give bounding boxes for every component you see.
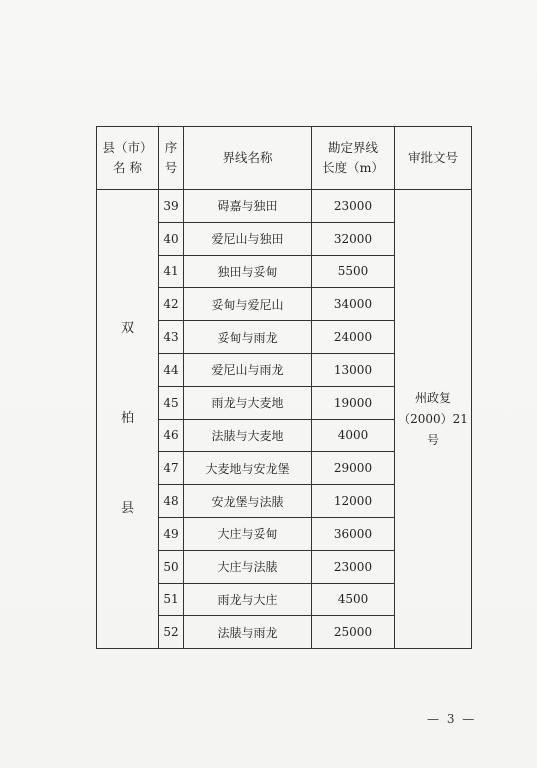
line-name-cell: 安龙堡与法脿 xyxy=(184,485,312,518)
header-length: 勘定界线 长度（m） xyxy=(312,127,395,190)
seq-cell: 50 xyxy=(159,550,184,583)
line-name-cell: 独田与妥甸 xyxy=(184,255,312,288)
seq-cell: 48 xyxy=(159,485,184,518)
length-cell: 23000 xyxy=(312,190,395,223)
county-name-char: 柏 xyxy=(120,411,134,427)
seq-cell: 47 xyxy=(159,452,184,485)
length-cell: 36000 xyxy=(312,517,395,550)
line-name-cell: 大麦地与安龙堡 xyxy=(184,452,312,485)
length-cell: 32000 xyxy=(312,222,395,255)
line-name-cell: 法脿与大麦地 xyxy=(184,419,312,452)
header-line-name: 界线名称 xyxy=(184,127,312,190)
seq-cell: 39 xyxy=(159,190,184,223)
approval-number-line: 州政复 xyxy=(414,390,451,405)
length-cell: 12000 xyxy=(312,485,395,518)
length-cell: 13000 xyxy=(312,353,395,386)
length-cell: 24000 xyxy=(312,321,395,354)
county-name-cell xyxy=(97,190,159,649)
seq-cell: 40 xyxy=(159,222,184,255)
county-name-char: 县 xyxy=(120,501,134,517)
seq-cell: 51 xyxy=(159,583,184,616)
length-cell: 5500 xyxy=(312,255,395,288)
line-name-cell: 雨龙与大麦地 xyxy=(184,386,312,419)
boundary-table xyxy=(96,126,472,649)
county-name-char: 双 xyxy=(120,321,134,337)
approval-number-cell xyxy=(395,190,472,649)
length-cell: 19000 xyxy=(312,386,395,419)
table-row xyxy=(97,190,472,223)
seq-cell: 43 xyxy=(159,321,184,354)
line-name-cell: 大庄与法脿 xyxy=(184,550,312,583)
length-cell: 4000 xyxy=(312,419,395,452)
line-name-cell: 爱尼山与独田 xyxy=(184,222,312,255)
line-name-cell: 法脿与雨龙 xyxy=(184,616,312,649)
seq-cell: 44 xyxy=(159,353,184,386)
seq-cell: 52 xyxy=(159,616,184,649)
header-seq: 序 号 xyxy=(159,127,184,190)
length-cell: 23000 xyxy=(312,550,395,583)
approval-number-line: 号 xyxy=(426,432,439,447)
line-name-cell: 爱尼山与雨龙 xyxy=(184,353,312,386)
header-county: 县（市） 名 称 xyxy=(97,127,159,190)
seq-cell: 49 xyxy=(159,517,184,550)
line-name-cell: 碍嘉与独田 xyxy=(184,190,312,223)
line-name-cell: 妥甸与爱尼山 xyxy=(184,288,312,321)
seq-cell: 41 xyxy=(159,255,184,288)
seq-cell: 45 xyxy=(159,386,184,419)
line-name-cell: 大庄与妥甸 xyxy=(184,517,312,550)
header-approval: 审批文号 xyxy=(395,127,472,190)
page-number: — 3 — xyxy=(427,712,477,726)
length-cell: 4500 xyxy=(312,583,395,616)
approval-number-line: （2000）21 xyxy=(398,411,468,426)
line-name-cell: 妥甸与雨龙 xyxy=(184,321,312,354)
length-cell: 34000 xyxy=(312,288,395,321)
length-cell: 29000 xyxy=(312,452,395,485)
seq-cell: 46 xyxy=(159,419,184,452)
seq-cell: 42 xyxy=(159,288,184,321)
line-name-cell: 雨龙与大庄 xyxy=(184,583,312,616)
table-header-row xyxy=(97,127,472,190)
length-cell: 25000 xyxy=(312,616,395,649)
